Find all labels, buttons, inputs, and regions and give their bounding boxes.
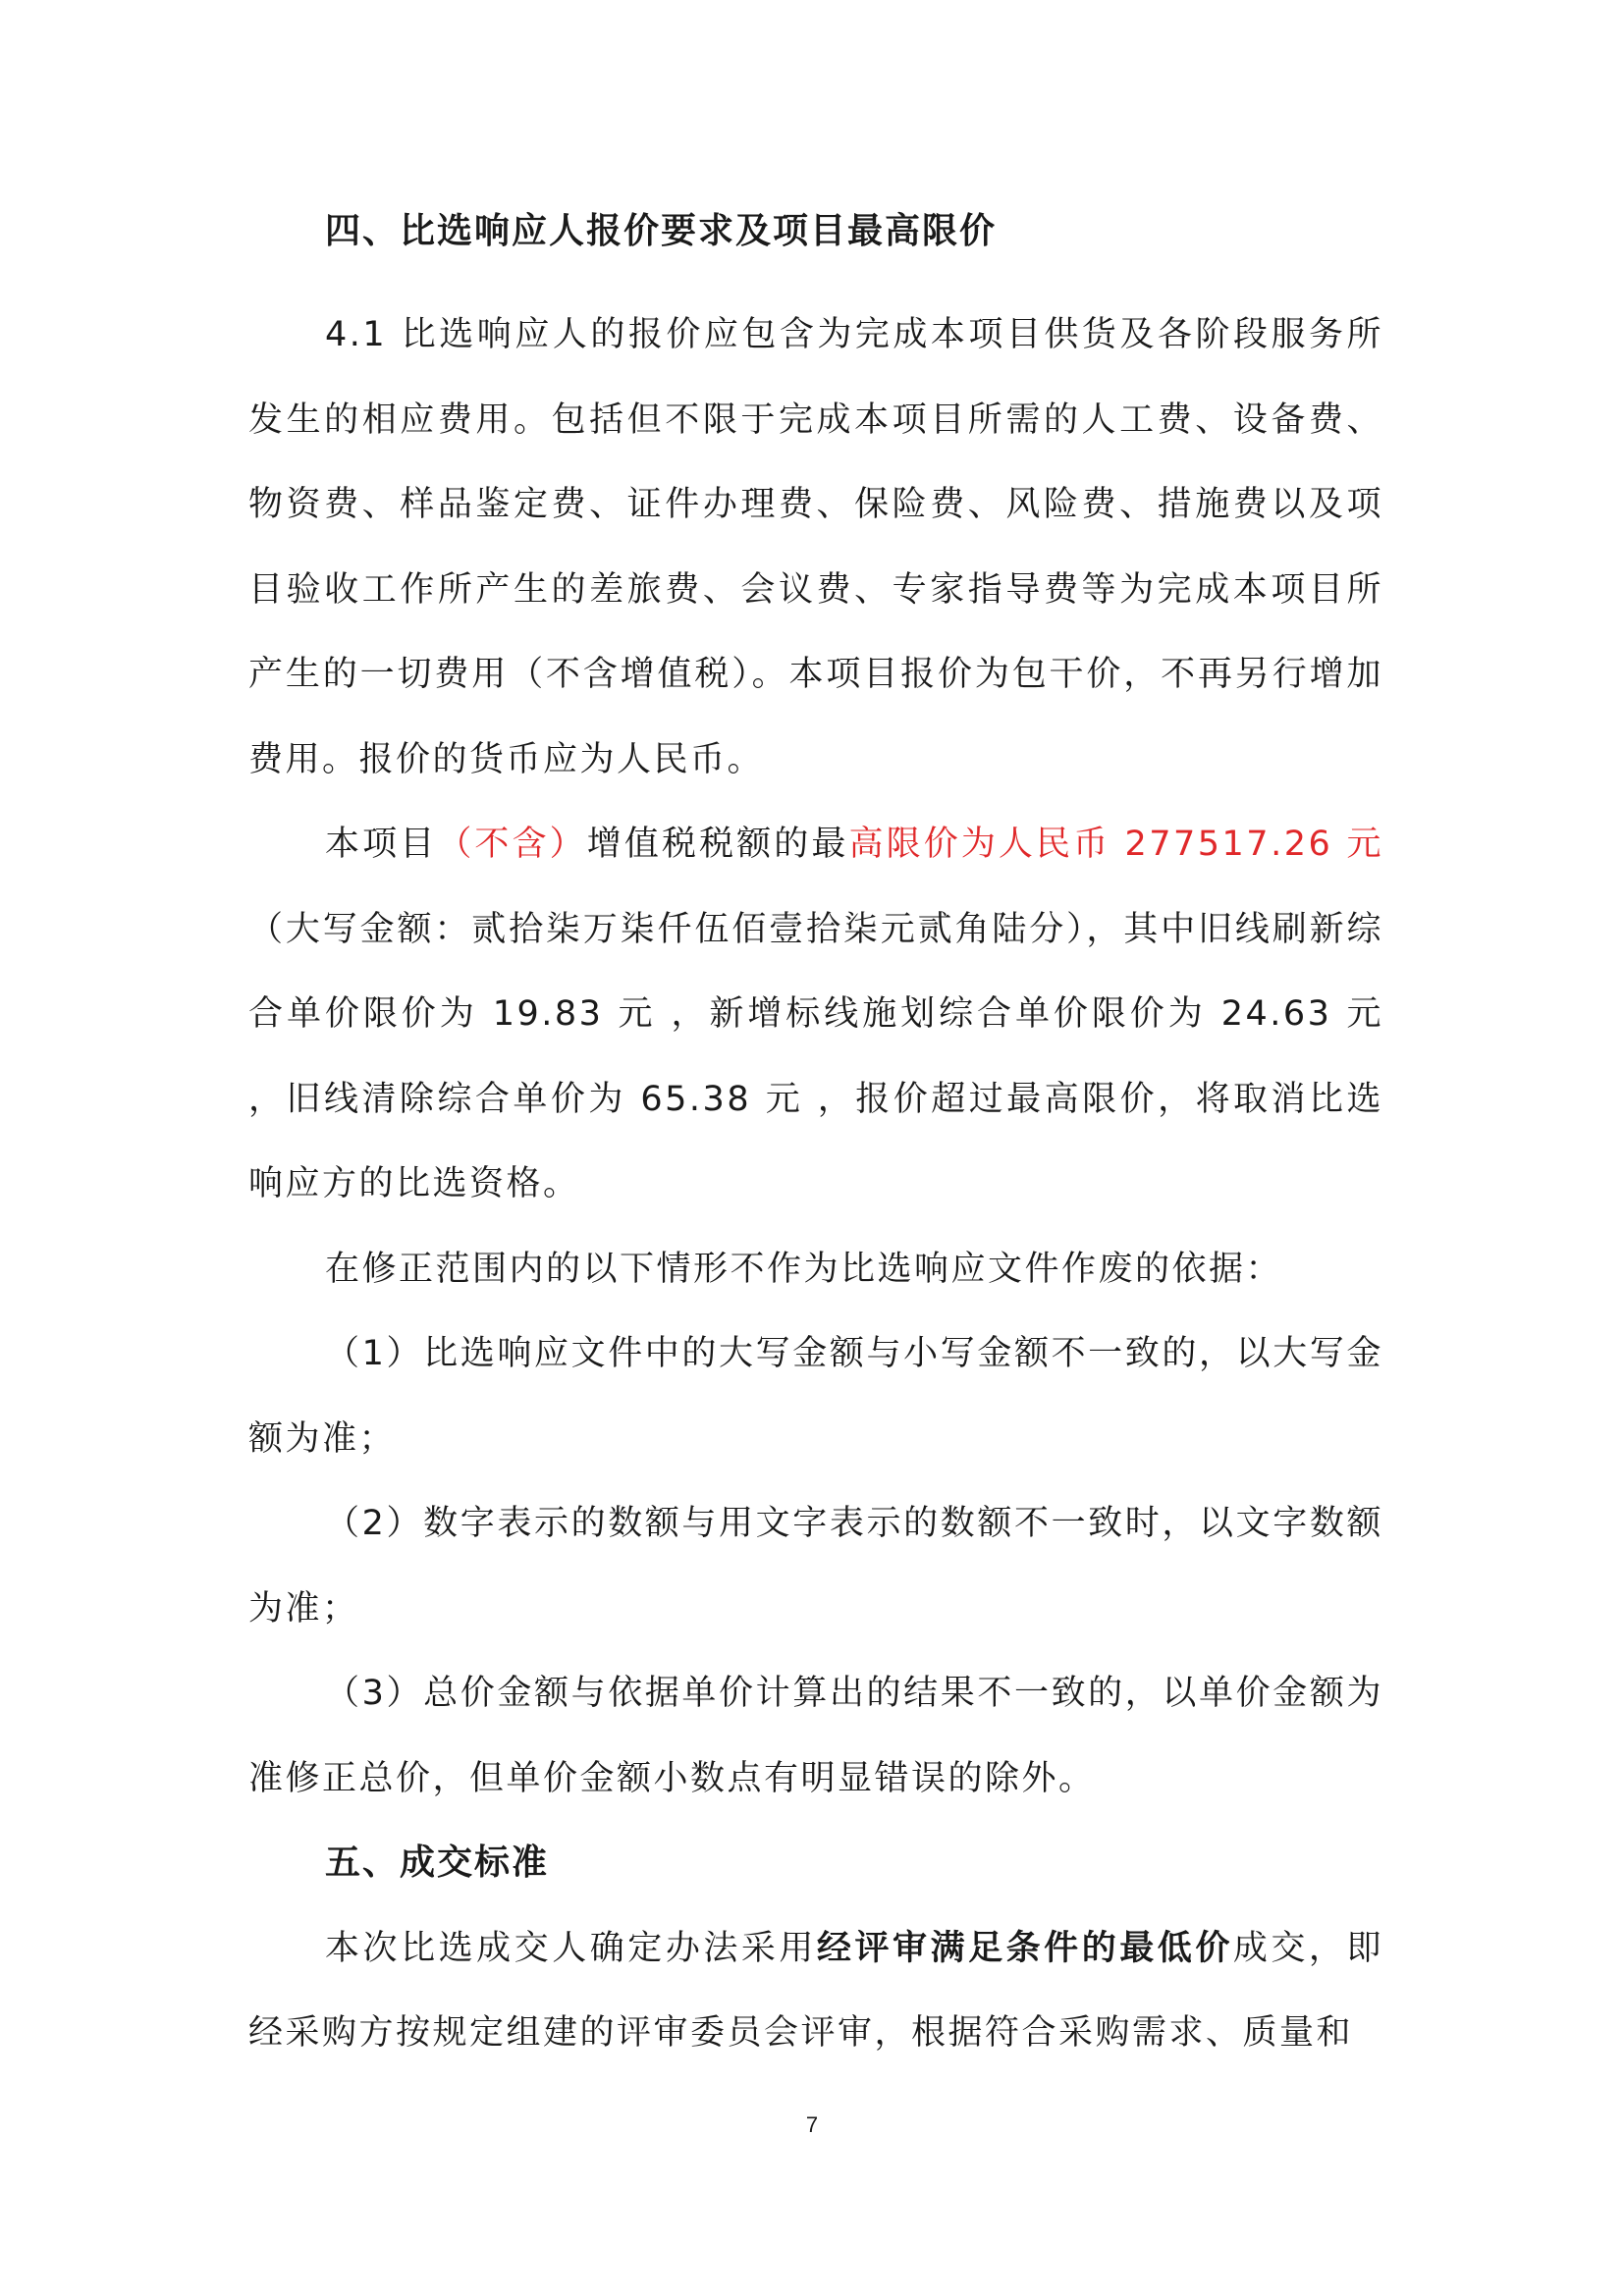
price-limit-text-2: 增值税税额的最 <box>586 825 849 864</box>
page-content <box>248 208 1383 2076</box>
section-5-paragraph-1 <box>248 1906 1383 2076</box>
max-price-highlight: 高限价为人民币 277517.26 元 <box>848 825 1383 864</box>
price-limit-exclusion-highlight: （不含） <box>437 825 587 864</box>
award-text-1: 本次比选成交人确定办法采用 <box>325 1928 817 1968</box>
correction-rule-3: （3）总价金额与依据单价计算出的结果不一致的，以单价金额为准修正总价，但单价金额小数点有明显错误的除外。 <box>248 1674 1383 1798</box>
section-4-paragraph-price-limit <box>248 802 1383 1227</box>
section-4-paragraph-1: 4.1 比选响应人的报价应包含为完成本项目供货及各阶段服务所发生的相应费用。包括但不限于完成本项目所需的人工费、设备费、物资费、样品鉴定费、证件办理费、保险费、风险费、措施费以及项目验收工作所产生的差旅费、会议费、专家指导费等为完成本项目所产生的一切费用（不含增值税）。本项目报价为包干价，不再另行增加费用。报价的货币应为人民币。 <box>248 315 1383 779</box>
section-5-heading: 五、成交标准 <box>325 1842 550 1883</box>
price-limit-text-1: 本项目 <box>325 825 438 864</box>
award-text-2: 成交，即经采购方按规定组建的评审委员会评审，根据符合采购需求、质量和 <box>248 1928 1383 2053</box>
correction-rule-2: （2）数字表示的数额与用文字表示的数额不一致时，以文字数额为准； <box>248 1504 1383 1629</box>
price-limit-text-3: （大写金额：贰拾柒万柒仟伍佰壹拾柒元贰角陆分），其中旧线刷新综合单价限价为 19.83 元 ，新增标线施划综合单价限价为 24.63 元 ，旧线清除综合单价为 65.38 元 ，报价超过最高限价，将取消比选响应方的比选资格。 <box>248 909 1383 1203</box>
page-number: 7 <box>805 2112 819 2137</box>
correction-rule-1: （1）比选响应文件中的大写金额与小写金额不一致的，以大写金额为准； <box>248 1334 1383 1459</box>
section-4-paragraph-correction-intro: 在修正范围内的以下情形不作为比选响应文件作废的依据： <box>325 1249 1283 1289</box>
section-4-heading: 四、比选响应人报价要求及项目最高限价 <box>325 211 998 251</box>
award-method-bold: 经评审满足条件的最低价 <box>816 1928 1233 1968</box>
